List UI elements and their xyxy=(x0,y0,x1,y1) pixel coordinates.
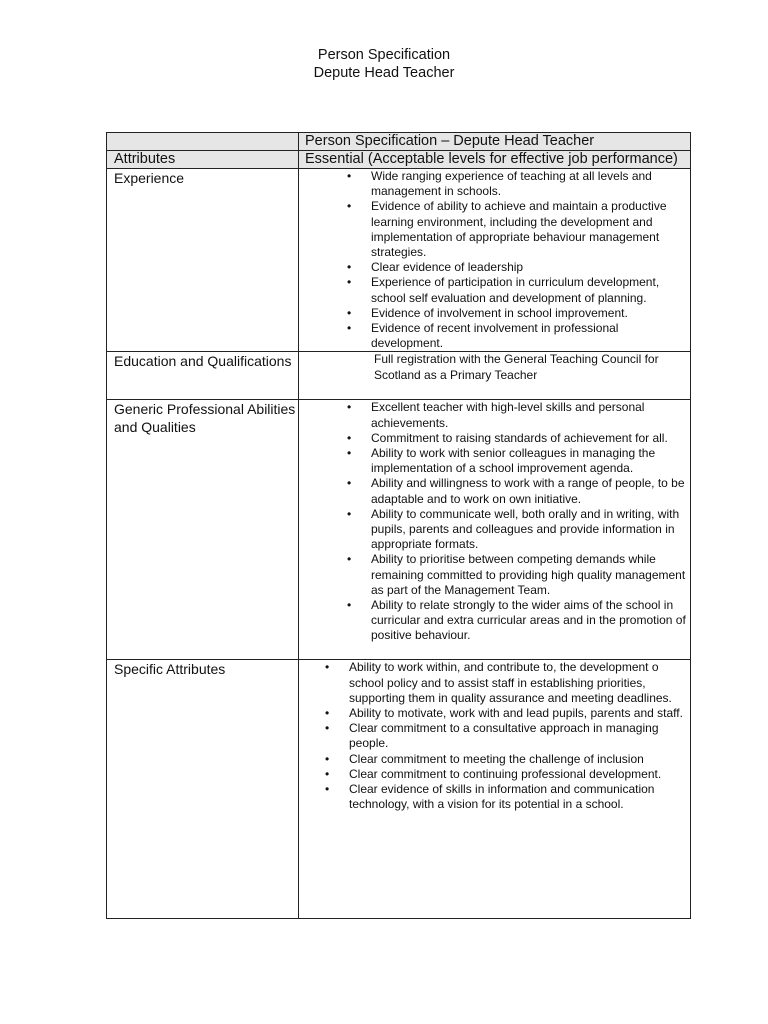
list-item: • Evidence of involvement in school improvement. xyxy=(371,306,686,321)
experience-list xyxy=(299,169,690,351)
table-row-experience xyxy=(107,169,691,352)
education-text: Full registration with the General Teaching Council for Scotland as a Primary Teacher xyxy=(374,352,659,382)
table-row-education xyxy=(107,352,691,400)
table-row-specific xyxy=(107,660,691,919)
list-item: • Clear evidence of leadership xyxy=(371,260,686,275)
education-label: Education and Qualifications xyxy=(107,352,299,400)
list-item: • Clear commitment to meeting the challenge of inclusion xyxy=(349,752,686,767)
list-item: • Clear commitment to continuing professional development. xyxy=(349,767,686,782)
essential-header: Essential (Acceptable levels for effective job performance) xyxy=(299,151,691,169)
table-header-row xyxy=(107,151,691,169)
specific-list xyxy=(299,660,690,812)
header-blank-cell xyxy=(107,133,299,151)
list-item: • Evidence of recent involvement in professional development. xyxy=(371,321,686,351)
list-item: • Ability to work with senior colleagues in managing the implementation of a school improvement agenda. xyxy=(371,446,686,476)
attributes-header: Attributes xyxy=(107,151,299,169)
specific-label: Specific Attributes xyxy=(107,660,299,919)
table-header-row-top xyxy=(107,133,691,151)
title-line-2: Depute Head Teacher xyxy=(313,65,455,81)
list-item: • Wide ranging experience of teaching at all levels and management in schools. xyxy=(371,169,686,199)
generic-cell xyxy=(299,400,691,660)
person-spec-table xyxy=(106,132,691,919)
list-item: • Excellent teacher with high-level skills and personal achievements. xyxy=(371,400,686,430)
title-line-1: Person Specification xyxy=(317,47,451,63)
list-item: • Evidence of ability to achieve and maintain a productive learning environment, including the development and implementation of appropriate behaviour management strategies. xyxy=(371,199,686,260)
list-item: • Commitment to raising standards of achievement for all. xyxy=(371,431,686,446)
list-item: • Ability to relate strongly to the wider aims of the school in curricular and extra curricular areas and in the promotion of positive behaviour. xyxy=(371,598,686,644)
list-item: • Experience of participation in curriculum development, school self evaluation and development of planning. xyxy=(371,275,686,305)
document-title xyxy=(0,46,768,82)
generic-list xyxy=(299,400,690,643)
list-item: • Ability to work within, and contribute to, the development o school policy and to assist staff in establishing priorities, supporting them in quality assurance and meeting deadlines. xyxy=(349,660,686,706)
list-item: • Clear evidence of skills in information and communication technology, with a vision for its potential in a school. xyxy=(349,782,686,812)
list-item: • Ability and willingness to work with a range of people, to be adaptable and to work on own initiative. xyxy=(371,476,686,506)
table-row-generic xyxy=(107,400,691,660)
experience-label: Experience xyxy=(107,169,299,352)
list-item: • Ability to communicate well, both orally and in writing, with pupils, parents and colleagues and provide information in appropriate formats. xyxy=(371,507,686,553)
experience-cell xyxy=(299,169,691,352)
list-item: • Clear commitment to a consultative approach in managing people. xyxy=(349,721,686,751)
generic-label: Generic Professional Abilities and Qualities xyxy=(107,400,299,660)
education-cell xyxy=(299,352,691,400)
list-item: • Ability to motivate, work with and lead pupils, parents and staff. xyxy=(349,706,686,721)
list-item: • Ability to prioritise between competing demands while remaining committed to providing high quality management as part of the Management Team. xyxy=(371,552,686,598)
table-header-title: Person Specification – Depute Head Teacher xyxy=(299,133,691,151)
specific-cell xyxy=(299,660,691,919)
